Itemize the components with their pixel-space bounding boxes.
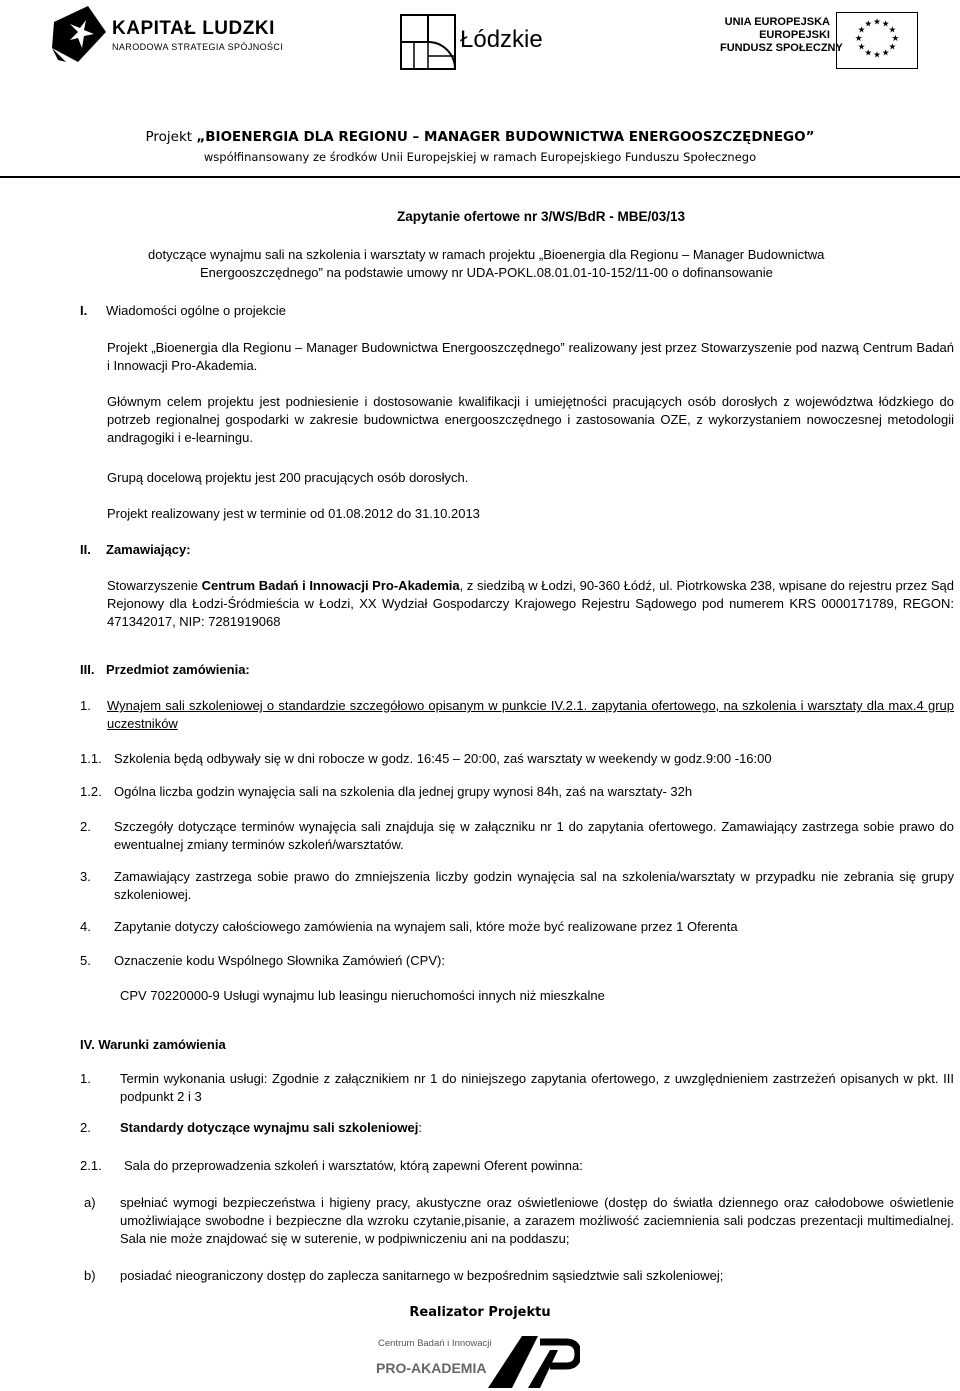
eu-line3: FUNDUSZ SPOŁECZNY — [720, 42, 843, 54]
document-title: Zapytanie ofertowe nr 3/WS/BdR - MBE/03/13 — [397, 209, 686, 224]
section-4-title: IV. Warunki zamówienia — [80, 1037, 226, 1052]
eu-text — [720, 16, 843, 55]
s2-details: , z siedzibą w Łodzi, 90-360 Łódź, ul. Piotrkowska 238, wpisane do rejestru przez Sąd Rejonowy dla Łodzi-Śródmieścia w Łodzi, XX Wydział Gospodarczy Krajowego Rejestru Sądowego pod numerem KRS 0000171789, REGON: 471342017, NIP: 7281919068 — [107, 578, 955, 629]
eu-flag-icon — [836, 12, 918, 69]
kl-title: KAPITAŁ LUDZKI — [112, 18, 275, 39]
svg-text:★: ★ — [857, 25, 866, 36]
svg-text:★: ★ — [873, 50, 881, 61]
s2-prefix: Stowarzyszenie — [107, 578, 202, 593]
s4-item-2-text — [120, 1119, 422, 1136]
s3-item-1-2-number: 1.2. — [80, 784, 102, 799]
s3-item-1-2-text: Ogólna liczba godzin wynajęcia sali na szkolenia dla jednej grupy wynosi 84h, zaś na warsztaty- 32h — [114, 784, 693, 799]
s4-item-1-text: Termin wykonania usługi: Zgodnie z załącznikiem nr 1 do niniejszego zapytania ofertowego, z uwzględnieniem zastrzeżeń opisanych w pkt. III podpunkt 2 i 3 — [120, 1071, 954, 1104]
svg-text:★: ★ — [881, 19, 890, 30]
svg-text:★: ★ — [881, 48, 890, 59]
project-cofinancing: współfinansowany ze środków Unii Europejskiej w ramach Europejskiego Funduszu Społecznego — [203, 150, 757, 164]
svg-text:★: ★ — [864, 48, 873, 59]
svg-text:★: ★ — [888, 25, 897, 36]
lodzkie-emblem-icon — [400, 14, 456, 70]
s4-item-2-1-number: 2.1. — [80, 1158, 102, 1173]
section-1-number: I. — [80, 303, 88, 318]
section-1-title: Wiadomości ogólne o projekcie — [106, 303, 286, 318]
project-prefix: Projekt — [145, 129, 197, 145]
section-1-paragraph-4: Projekt realizowany jest w terminie od 01.08.2012 do 31.10.2013 — [107, 506, 480, 521]
svg-text:★: ★ — [857, 42, 866, 53]
s4-item-a-label: a) — [84, 1195, 96, 1210]
s3-item-1-text: Wynajem sali szkoleniowej o standardzie szczegółowo opisanym w punkcie IV.2.1. zapytania ofertowego, na szkolenia i warsztaty dla max.4 grup uczestników — [107, 698, 954, 731]
header-divider — [0, 176, 960, 178]
kapital-ludzki-emblem-icon — [48, 2, 110, 64]
s3-item-5-text: Oznaczenie kodu Wspólnego Słownika Zamówień (CPV): — [114, 953, 445, 968]
project-title — [0, 129, 960, 145]
svg-text:★: ★ — [854, 33, 863, 44]
s3-item-5-number: 5. — [80, 953, 91, 968]
cpv-code: CPV 70220000-9 Usługi wynajmu lub leasingu nieruchomości innych niż mieszkalne — [120, 988, 605, 1003]
intro-line-2: Energooszczędnego” na podstawie umowy nr UDA-POKL.08.01.01-10-152/11-00 o dofinansowanie — [200, 265, 773, 280]
s3-item-2-number: 2. — [80, 819, 91, 834]
s3-item-1-number: 1. — [80, 698, 91, 713]
s3-item-3-text: Zamawiający zastrzega sobie prawo do zmniejszenia liczby godzin wynajęcia sal na szkolenia/warsztaty w przypadku nie zebrania się grupy szkoleniowej. — [114, 869, 954, 902]
s4-item-b-text: posiadać nieograniczony dostęp do zaplecza sanitarnego w bezpośrednim sąsiedztwie sali szkoleniowej; — [120, 1268, 724, 1283]
section-1-paragraph-3: Grupą docelową projektu jest 200 pracujących osób dorosłych. — [107, 470, 469, 485]
eu-logo — [720, 12, 920, 72]
intro-line-1: dotyczące wynajmu sali na szkolenia i warsztaty w ramach projektu „Bioenergia dla Regionu – Manager Budownictwa — [148, 247, 825, 262]
s2-org-name: Centrum Badań i Innowacji Pro-Akademia — [201, 578, 460, 593]
kapital-ludzki-logo — [48, 2, 284, 64]
section-3-number: III. — [80, 662, 95, 677]
project-name: „BIOENERGIA DLA REGIONU – MANAGER BUDOWNICTWA ENERGOOSZCZĘDNEGO” — [196, 129, 815, 145]
svg-text:★: ★ — [891, 33, 900, 44]
lodzkie-logo — [400, 14, 570, 70]
eu-line2: EUROPEJSKI — [759, 29, 830, 41]
svg-text:★: ★ — [864, 19, 873, 30]
s4-item-b-label: b) — [84, 1268, 96, 1283]
s3-item-4-number: 4. — [80, 919, 91, 934]
kl-subtitle: NARODOWA STRATEGIA SPÓJNOŚCI — [112, 42, 284, 52]
section-1-paragraph-1: Projekt „Bioenergia dla Regionu – Manager Budownictwa Energooszczędnego” realizowany jest przez Stowarzyszenie pod nazwą Centrum Badań i Innowacji Pro-Akademia. — [107, 340, 954, 373]
s3-item-2-text: Szczegóły dotyczące terminów wynajęcia sali znajduja się w załączniku nr 1 do zapytania ofertowego. Zamawiający zastrzega sobie prawo do ewentualnej zmiany terminów szkoleń/warsztatów. — [114, 819, 954, 852]
section-2-paragraph — [107, 577, 954, 631]
pro-akademia-line2: PRO-AKADEMIA — [376, 1360, 487, 1376]
section-3-title: Przedmiot zamówienia: — [106, 662, 250, 677]
pro-akademia-emblem-icon — [488, 1332, 580, 1388]
eu-line1: UNIA EUROPEJSKA — [724, 16, 830, 28]
s4-item-2-number: 2. — [80, 1120, 91, 1135]
lodzkie-label: Łódzkie — [460, 26, 543, 53]
pro-akademia-logo — [372, 1330, 582, 1390]
s4-item-2-1-text: Sala do przeprowadzenia szkoleń i warsztatów, którą zapewni Oferent powinna: — [124, 1158, 583, 1173]
s3-item-1-1-text: Szkolenia będą odbywały się w dni robocze w godz. 16:45 – 20:00, zaś warsztaty w weekendy w godz.9:00 -16:00 — [114, 751, 772, 766]
section-2-title: Zamawiający: — [106, 542, 191, 557]
footer-title: Realizator Projektu — [409, 1305, 551, 1320]
s4-item-2-bold: Standardy dotyczące wynajmu sali szkoleniowej — [120, 1120, 419, 1135]
s3-item-1-1-number: 1.1. — [80, 751, 102, 766]
pro-akademia-line1: Centrum Badań i Innowacji — [378, 1338, 492, 1349]
section-1-paragraph-2: Głównym celem projektu jest podniesienie i dostosowanie kwalifikacji i umiejętności pracujących osób dorosłych z województwa łódzkiego do potrzeb regionalnej gospodarki w zakresie budownictwa energooszczędnego i zastosowania OZE, z wykorzystaniem nowoczesnej metodologii andragogiki i e-learningu. — [107, 394, 954, 445]
section-2-number: II. — [80, 542, 91, 557]
s4-item-a-text: spełniać wymogi bezpieczeństwa i higieny pracy, akustyczne oraz oświetleniowe (dostęp do światła dziennego oraz całodobowe oświetlenie umożliwiające swobodne i bezpieczne dla wzroku czytanie,pisanie, a zarazem możliwość zaciemnienia sali podczas prezentacji multimedialnej. Sala nie może znajdować się w suterenie, w podpiwniczeniu ani na poddaszu; — [120, 1195, 954, 1246]
s3-item-3-number: 3. — [80, 869, 91, 884]
s4-item-1-number: 1. — [80, 1071, 91, 1086]
svg-text:★: ★ — [873, 17, 881, 28]
s3-item-4-text: Zapytanie dotyczy całościowego zamówienia na wynajem sali, które może być realizowane przez 1 Oferenta — [114, 919, 738, 934]
svg-text:★: ★ — [888, 42, 897, 53]
s4-item-2-colon: : — [418, 1120, 423, 1135]
